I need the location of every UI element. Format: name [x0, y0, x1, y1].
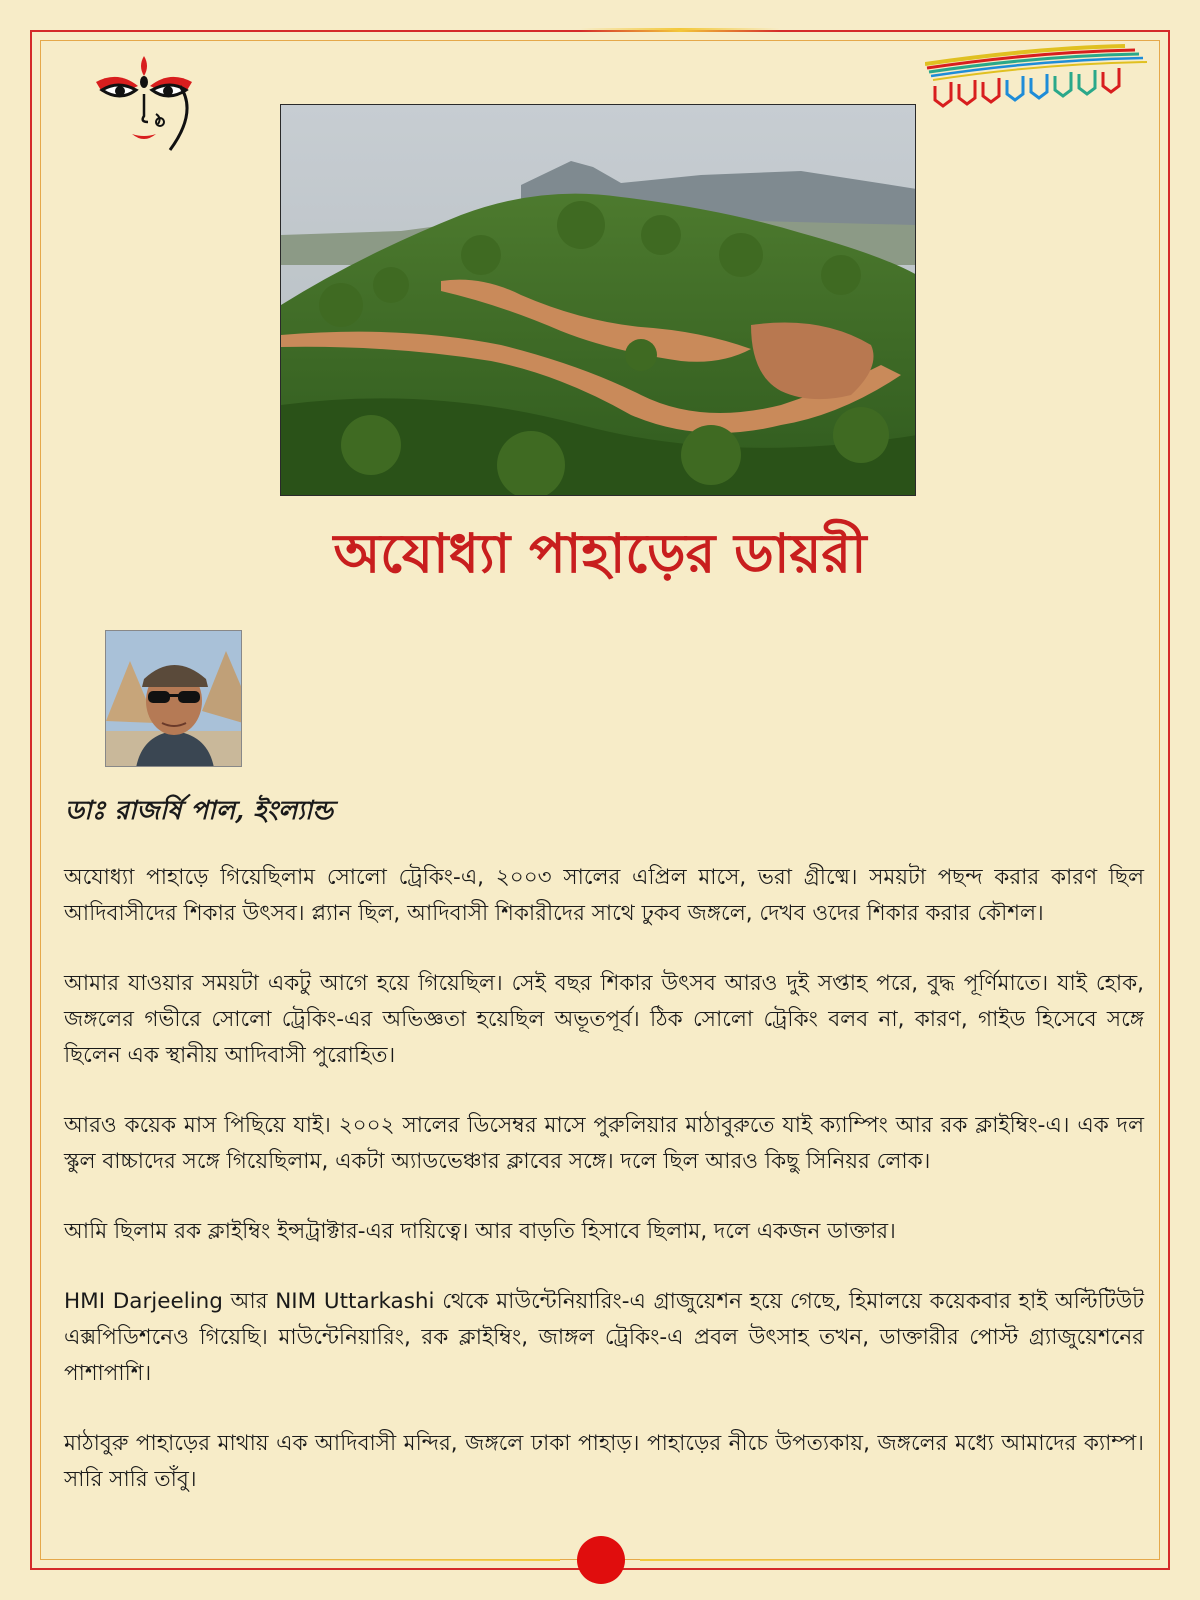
author-name: ডাঃ রাজর্ষি পাল, ইংল্যান্ড: [65, 796, 334, 826]
article-paragraph: আমি ছিলাম রক ক্লাইম্বিং ইন্সট্রাক্টার-এর দায়িত্বে। আর বাড়তি হিসাবে ছিলাম, দলে একজন ডাক্তার।: [64, 1219, 896, 1244]
footer-red-dot: [577, 1536, 625, 1584]
durga-face-icon: [88, 52, 200, 156]
article-paragraph: আরও কয়েক মাস পিছিয়ে যাই। ২০০২ সালের ডিসেম্বর মাসে পুরুলিয়ার মাঠাবুরুতে যাই ক্যাম্পিং আর রক ক্লাইম্বিং-এ। এক দল স্কুল বাচ্চাদের সঙ্গে গিয়েছিলাম, একটা অ্যাডভেঞ্চার ক্লাবের সঙ্গে। দলে ছিল আরও কিছু সিনিয়র লোক।: [64, 1113, 1144, 1174]
author-photo: [105, 630, 242, 767]
festive-bunting-icon: [925, 42, 1150, 117]
article-paragraph: অযোধ্যা পাহাড়ে গিয়েছিলাম সোলো ট্রেকিং-এ, ২০০৩ সালের এপ্রিল মাসে, ভরা গ্রীষ্মে। সময়টা পছন্দ করার কারণ ছিল আদিবাসীদের শিকার উৎসব। প্ল্যান ছিল, আদিবাসী শিকারীদের সাথে ঢুকব জঙ্গলে, দেখব ওদের শিকার করার কৌশল।: [64, 865, 1144, 926]
article-paragraph: HMI Darjeeling আর NIM Uttarkashi থেকে মাউন্টেনিয়ারিং-এ গ্রাজুয়েশন হয়ে গেছে, হিমালয়ে কয়েকবার হাই অল্টিটিউট এক্সপিডিশনেও গিয়েছি। মাউন্টেনিয়ারিং, রক ক্লাইম্বিং, জাঙ্গল ট্রেকিং-এ প্রবল উৎসাহ তখন, ডাক্তারীর পোস্ট গ্র্যাজুয়েশনের পাশাপাশি।: [64, 1289, 1144, 1386]
hero-landscape-photo: [280, 104, 916, 496]
article-body: [64, 860, 1144, 1532]
top-accent-line: [580, 28, 780, 32]
footer-line-left: [200, 1559, 560, 1561]
footer-line-right: [640, 1559, 1000, 1561]
article-paragraph: মাঠাবুরু পাহাড়ের মাথায় এক আদিবাসী মন্দির, জঙ্গলে ঢাকা পাহাড়। পাহাড়ের নীচে উপত্যকায়, জঙ্গলের মধ্যে আমাদের ক্যাম্প। সারি সারি তাঁবু।: [64, 1431, 1144, 1492]
article-title: অযোধ্যা পাহাড়ের ডায়রী: [333, 521, 867, 585]
article-paragraph: আমার যাওয়ার সময়টা একটু আগে হয়ে গিয়েছিল। সেই বছর শিকার উৎসব আরও দুই সপ্তাহ পরে, বুদ্ধ পূর্ণিমাতে। যাই হোক, জঙ্গলের গভীরে সোলো ট্রেকিং-এর অভিজ্ঞতা হয়েছিল অভূতপূর্ব। ঠিক সোলো ট্রেকিং বলব না, কারণ, গাইড হিসেবে সঙ্গে ছিলেন এক স্থানীয় আদিবাসী পুরোহিত।: [64, 971, 1144, 1068]
